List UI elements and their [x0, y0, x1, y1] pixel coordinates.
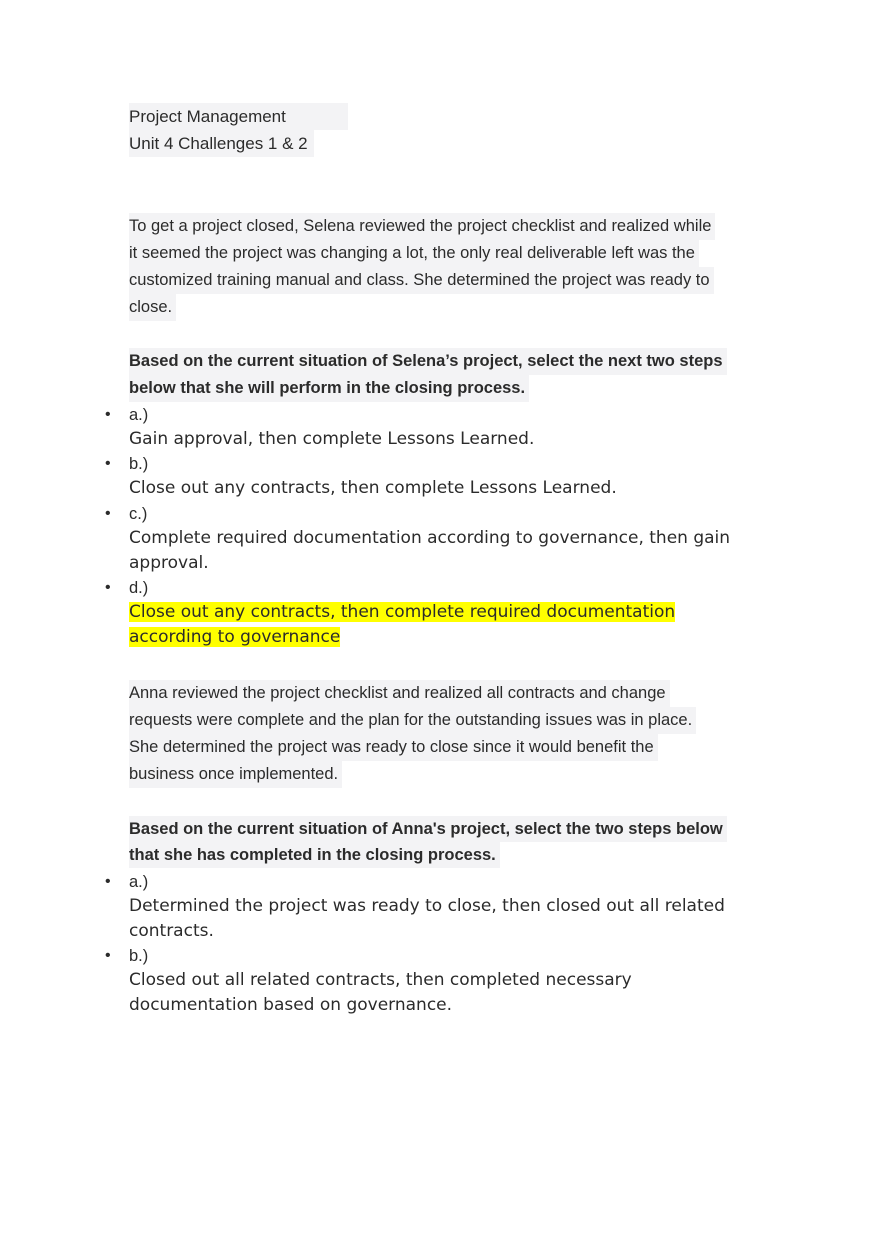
scenario2-question-line: Based on the current situation of Anna's project, select the two steps below: [129, 816, 727, 842]
scenario1-option-a: [105, 403, 769, 452]
scenario2-option-b: [105, 944, 689, 1017]
scenario1-paragraph: [129, 213, 715, 321]
option-letter: a.): [129, 873, 149, 891]
document-header: [129, 103, 348, 157]
scenario2-line: Anna reviewed the project checklist and realized all contracts and change: [129, 680, 670, 707]
scenario1-question-line: below that she will perform in the closing process.: [129, 375, 529, 402]
scenario1-line: it seemed the project was changing a lot, the only real deliverable left was the: [129, 240, 699, 267]
bullet-icon: •: [105, 505, 111, 522]
scenario1-line: customized training manual and class. She determined the project was ready to: [129, 267, 714, 294]
option-text: Determined the project was ready to close, then closed out all related contracts.: [129, 896, 725, 941]
scenario2-line: She determined the project was ready to close since it would benefit the: [129, 734, 658, 761]
highlighted-line: according to governance: [129, 626, 341, 647]
option-text: Closed out all related contracts, then completed necessary documentation based on governance.: [129, 970, 632, 1015]
bullet-icon: •: [105, 455, 111, 472]
option-letter: a.): [129, 406, 149, 424]
bullet-icon: •: [105, 873, 111, 890]
scenario1-question-line: Based on the current situation of Selena’s project, select the next two steps: [129, 348, 727, 375]
option-letter: b.): [129, 947, 149, 965]
scenario1-option-c: [105, 502, 759, 575]
option-text: Complete required documentation according to governance, then gain approval.: [129, 528, 731, 573]
option-text-highlighted: [129, 600, 769, 649]
header-course-title: Project Management: [129, 103, 348, 130]
scenario1-option-d: [105, 576, 769, 649]
scenario1-line: close.: [129, 294, 176, 321]
bullet-icon: •: [105, 947, 111, 964]
option-letter: c.): [129, 505, 148, 523]
scenario2-option-a: [105, 870, 749, 943]
scenario2-line: requests were complete and the plan for the outstanding issues was in place.: [129, 707, 696, 734]
option-letter: b.): [129, 455, 149, 473]
scenario1-line: To get a project closed, Selena reviewed the project checklist and realized while: [129, 213, 715, 240]
highlighted-line: Close out any contracts, then complete required documentation: [129, 602, 676, 622]
scenario1-option-b: [105, 452, 769, 501]
scenario2-line: business once implemented.: [129, 761, 342, 788]
option-text: Close out any contracts, then complete Lessons Learned.: [129, 478, 617, 498]
scenario2-question-line: that she has completed in the closing process.: [129, 842, 500, 868]
bullet-icon: •: [105, 406, 111, 423]
option-letter: d.): [129, 579, 149, 597]
header-unit-title: Unit 4 Challenges 1 & 2: [129, 130, 314, 157]
option-text: Gain approval, then complete Lessons Learned.: [129, 429, 535, 449]
scenario2-question: [129, 816, 727, 868]
bullet-icon: •: [105, 579, 111, 596]
scenario1-question: [129, 348, 727, 402]
scenario2-paragraph: [129, 680, 696, 788]
